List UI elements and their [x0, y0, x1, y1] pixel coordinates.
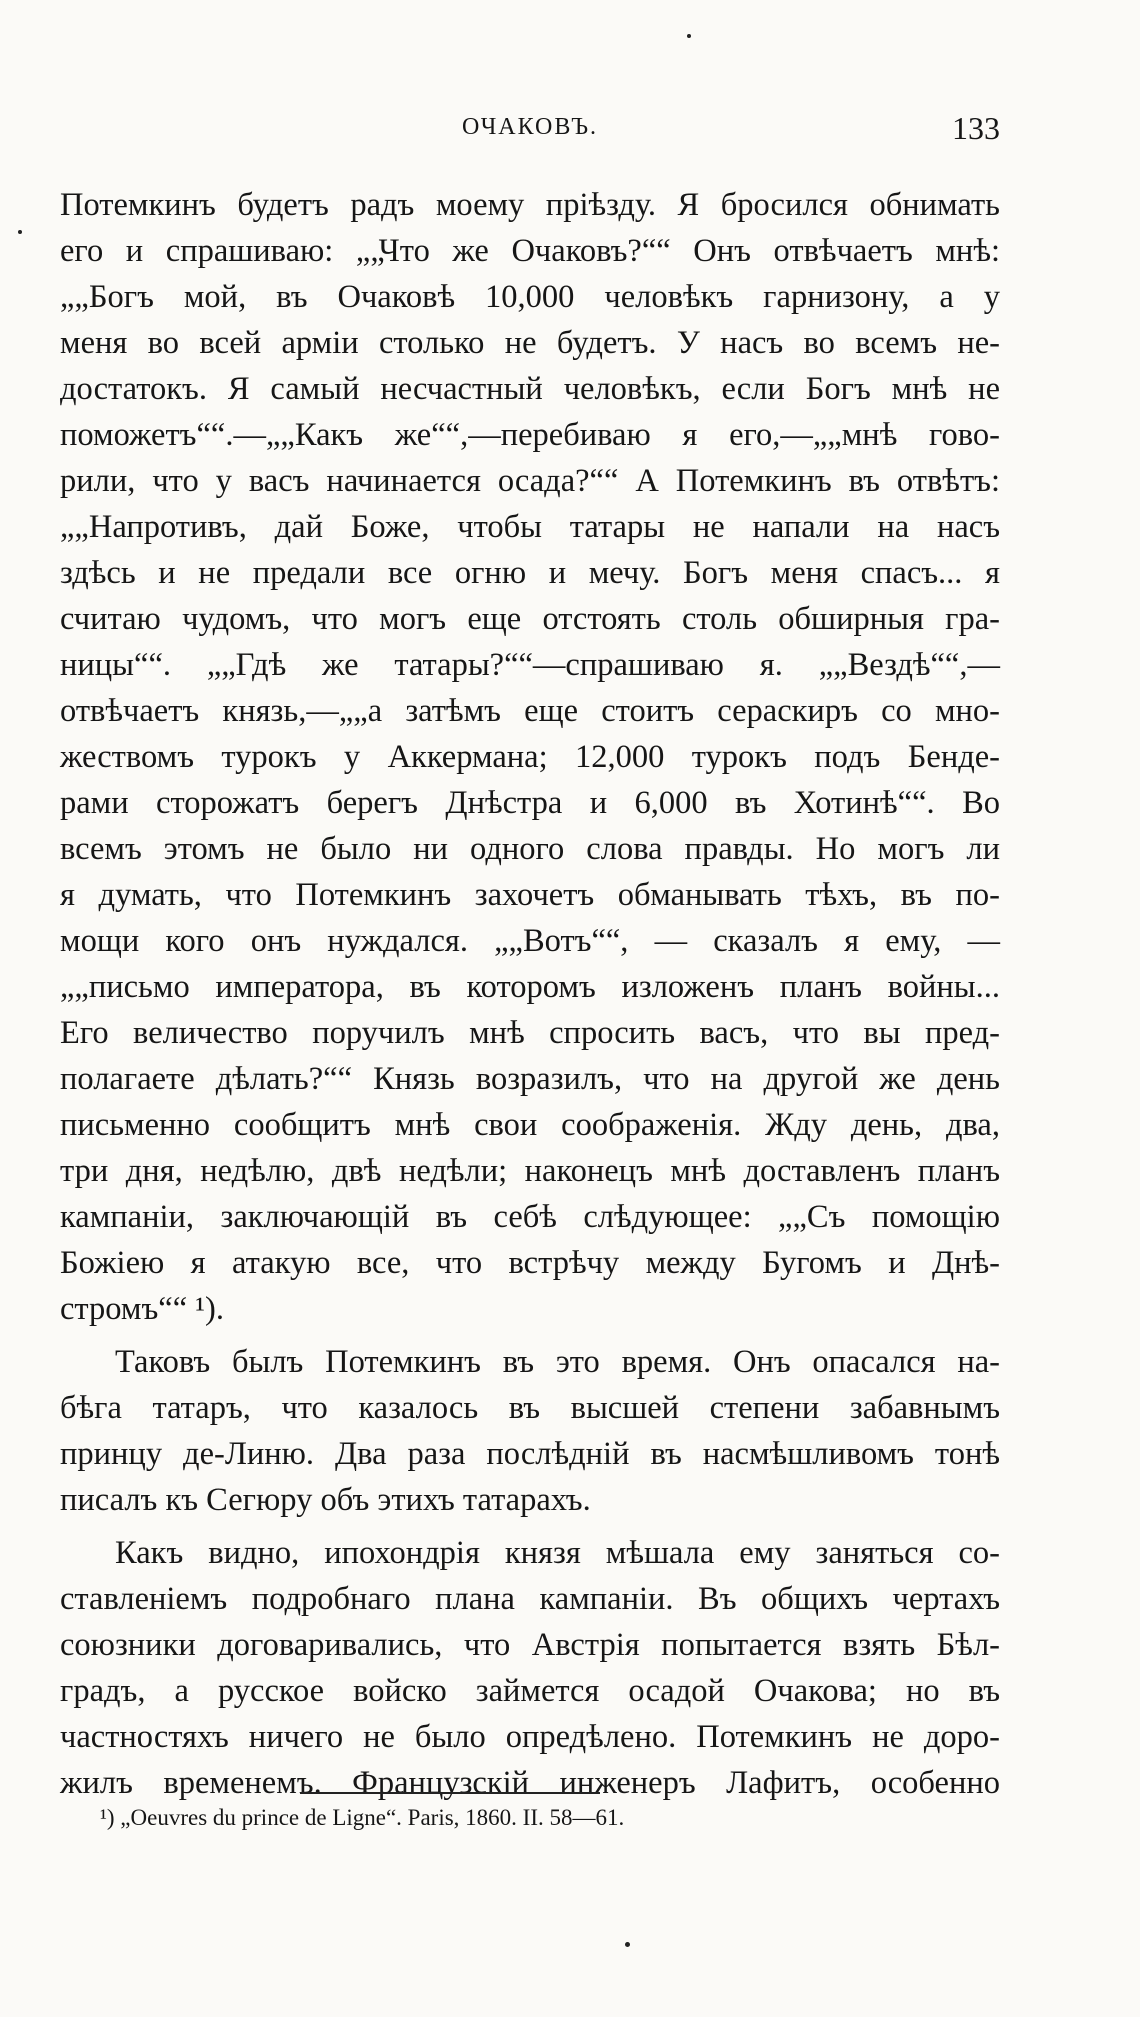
print-speck [18, 230, 22, 234]
text-line: „„Напротивъ, дай Боже, чтобы татары не напали на насъ [60, 509, 1000, 545]
text-line: я думать, что Потемкинъ захочетъ обманывать тѣхъ, въ по- [60, 877, 1000, 913]
text-line: жилъ временемъ. Французскій инженеръ Лафитъ, особенно [60, 1765, 1000, 1801]
text-line: принцу де-Линю. Два раза послѣдній въ насмѣшливомъ тонѣ [60, 1436, 1000, 1472]
text-line: рами сторожатъ берегъ Днѣстра и 6,000 въ Хотинѣ““. Во [60, 785, 1000, 821]
print-speck [687, 34, 691, 38]
text-line: Таковъ былъ Потемкинъ въ это время. Онъ опасался на- [115, 1344, 1000, 1380]
text-line: жествомъ турокъ у Аккермана; 12,000 турокъ подъ Бенде- [60, 739, 1000, 775]
text-line: „„Богъ мой, въ Очаковѣ 10,000 человѣкъ гарнизону, а у [60, 279, 1000, 315]
text-line: его и спрашиваю: „„Что же Очаковъ?““ Онъ отвѣчаетъ мнѣ: [60, 233, 1000, 269]
footnote: ¹) „Oeuvres du prince de Ligne“. Paris, 1860. II. 58—61. [100, 1805, 625, 1830]
text-line: стромъ““ ¹). [60, 1291, 224, 1327]
body-text [60, 182, 1000, 1806]
text-line: три дня, недѣлю, двѣ недѣли; наконецъ мнѣ доставленъ планъ [60, 1153, 1000, 1189]
text-line: меня во всей арміи столько не будетъ. У насъ во всемъ не- [60, 325, 1000, 361]
text-line: мощи кого онъ нуждался. „„Вотъ““, — сказалъ я ему, — [60, 923, 1000, 959]
text-line: Его величество поручилъ мнѣ спросить васъ, что вы пред- [60, 1015, 1000, 1051]
text-line: Божіею я атакую все, что встрѣчу между Бугомъ и Днѣ- [60, 1245, 1000, 1281]
text-line: рили, что у васъ начинается осада?““ А Потемкинъ въ отвѣтъ: [60, 463, 1000, 499]
text-line: ницы““. „„Гдѣ же татары?““—спрашиваю я. „„Вездѣ““,— [60, 647, 1000, 683]
running-title: ОЧАКОВЪ. [461, 114, 599, 140]
text-line: частностяхъ ничего не было опредѣлено. Потемкинъ не доро- [60, 1719, 1000, 1755]
print-speck [625, 1942, 630, 1947]
text-line: письменно сообщитъ мнѣ свои соображенія. Жду день, два, [60, 1107, 1000, 1143]
text-line: союзники договаривались, что Австрія попытается взять Бѣл- [60, 1627, 1000, 1663]
text-line: Какъ видно, ипохондрія князя мѣшала ему заняться со- [115, 1535, 1000, 1571]
text-line: кампаніи, заключающій въ себѣ слѣдующее: „„Съ помощію [60, 1199, 1000, 1235]
text-line: всемъ этомъ не было ни одного слова правды. Но могъ ли [60, 831, 1000, 867]
text-line: достатокъ. Я самый несчастный человѣкъ, если Богъ мнѣ не [60, 371, 1000, 407]
text-line: поможетъ““.—„„Какъ же““,—перебиваю я его,—„„мнѣ гово- [60, 417, 1000, 453]
text-line: считаю чудомъ, что могъ еще отстоять столь обширныя гра- [60, 601, 1000, 637]
footnote-rule [300, 1792, 600, 1794]
text-line: ставленіемъ подробнаго плана кампаніи. Въ общихъ чертахъ [60, 1581, 1000, 1617]
text-line: отвѣчаетъ князь,—„„а затѣмъ еще стоитъ сераскиръ со мно- [60, 693, 1000, 729]
running-head [60, 110, 1000, 146]
text-line: градъ, а русское войско займется осадой Очакова; но въ [60, 1673, 1000, 1709]
page-number: 133 [952, 110, 1000, 146]
text-line: писалъ къ Сегюру объ этихъ татарахъ. [60, 1482, 591, 1518]
text-line: полагаете дѣлать?““ Князь возразилъ, что на другой же день [60, 1061, 1000, 1097]
text-line: Потемкинъ будетъ радъ моему пріѣзду. Я бросился обнимать [60, 187, 1000, 223]
text-line: „„письмо императора, въ которомъ изложенъ планъ войны... [60, 969, 1000, 1005]
text-line: здѣсь и не предали все огню и мечу. Богъ меня спасъ... я [60, 555, 1000, 591]
text-line: бѣга татаръ, что казалось въ высшей степени забавнымъ [60, 1390, 1000, 1426]
